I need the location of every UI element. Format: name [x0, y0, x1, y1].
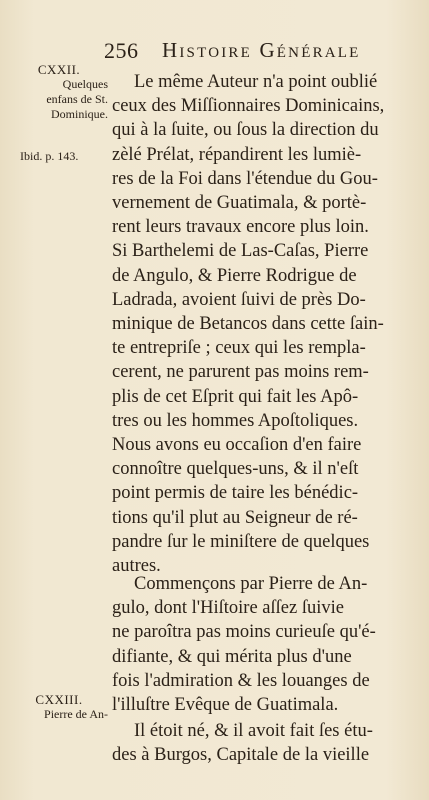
margin-note-line: Quelques	[62, 77, 108, 91]
margin-note-line: Pierre de An-	[44, 707, 108, 721]
text-line: autres.	[112, 556, 161, 577]
margin-note-line: enfans de St.	[46, 92, 108, 106]
text-line: qui à la ſuite, ou ſous la direction du	[112, 120, 379, 141]
text-line: ne paroîtra pas moins curieuſe qu'é-	[112, 622, 376, 643]
text-line: fois l'admiration & les louanges de	[112, 670, 370, 691]
text-line: point permis de taire les bénédic-	[112, 483, 359, 504]
text-line: vernement de Guatimala, & portè-	[112, 193, 367, 214]
text-line: de Angulo, & Pierre Rodrigue de	[112, 265, 357, 286]
page-number: 256	[104, 38, 139, 63]
text-line: difiante, & qui mérita plus d'une	[112, 646, 352, 667]
text-line: l'illuſtre Evêque de Guatimala.	[112, 695, 339, 716]
running-title: Histoire Générale	[162, 38, 361, 62]
paragraph-1	[112, 70, 412, 578]
text-line: tions qu'il plut au Seigneur de ré-	[112, 507, 358, 528]
text-line: Ladrada, avoient ſuivi de près Do-	[112, 289, 366, 310]
text-line: des à Burgos, Capitale de la vieille	[112, 745, 370, 766]
text-line: plis de cet Eſprit qui fait les Apô-	[112, 386, 359, 407]
text-line: connoître quelques-uns, & il n'eſt	[112, 459, 359, 480]
text-line: cerent, ne parurent pas moins rem-	[112, 362, 369, 383]
text-line: minique de Betancos dans cette ſain-	[112, 314, 384, 335]
margin-note-line: Dominique.	[51, 107, 108, 121]
page-header	[104, 38, 404, 64]
text-line: Il étoit né, & il avoit fait ſes étu-	[134, 721, 373, 741]
text-line: gulo, dont l'Hiſtoire aſſez ſuivie	[112, 598, 344, 619]
text-line: te entrepriſe ; ceux qui les rempla-	[112, 338, 366, 359]
margin-note-cxxiii	[10, 692, 108, 722]
text-line: rent leurs travaux encore plus loin.	[112, 217, 369, 238]
paragraph-3	[112, 719, 412, 767]
margin-numeral: CXXIII.	[35, 692, 83, 707]
text-line: zèlé Prélat, répandirent les lumiè-	[112, 144, 362, 165]
text-line: pandre ſur le miniſtere de quelques	[112, 531, 370, 552]
text-line: Le même Auteur n'a point oublié	[134, 72, 378, 92]
text-line: Si Barthelemi de Las-Caſas, Pierre	[112, 241, 369, 262]
text-line: Commençons par Pierre de An-	[134, 574, 368, 594]
text-line: res de la Foi dans l'étendue du Gou-	[112, 168, 378, 189]
margin-note-cxxii	[10, 62, 108, 122]
paragraph-2	[112, 572, 412, 717]
text-line: Nous avons eu occaſion d'en faire	[112, 435, 362, 456]
text-line: ceux des Miſſionnaires Dominicains,	[112, 96, 385, 117]
margin-numeral: CXXII.	[37, 62, 81, 77]
text-line: tres ou les hommes Apoſtoliques.	[112, 410, 359, 431]
margin-note-ibid	[20, 149, 118, 164]
margin-note-line: Ibid. p. 143.	[20, 149, 79, 163]
